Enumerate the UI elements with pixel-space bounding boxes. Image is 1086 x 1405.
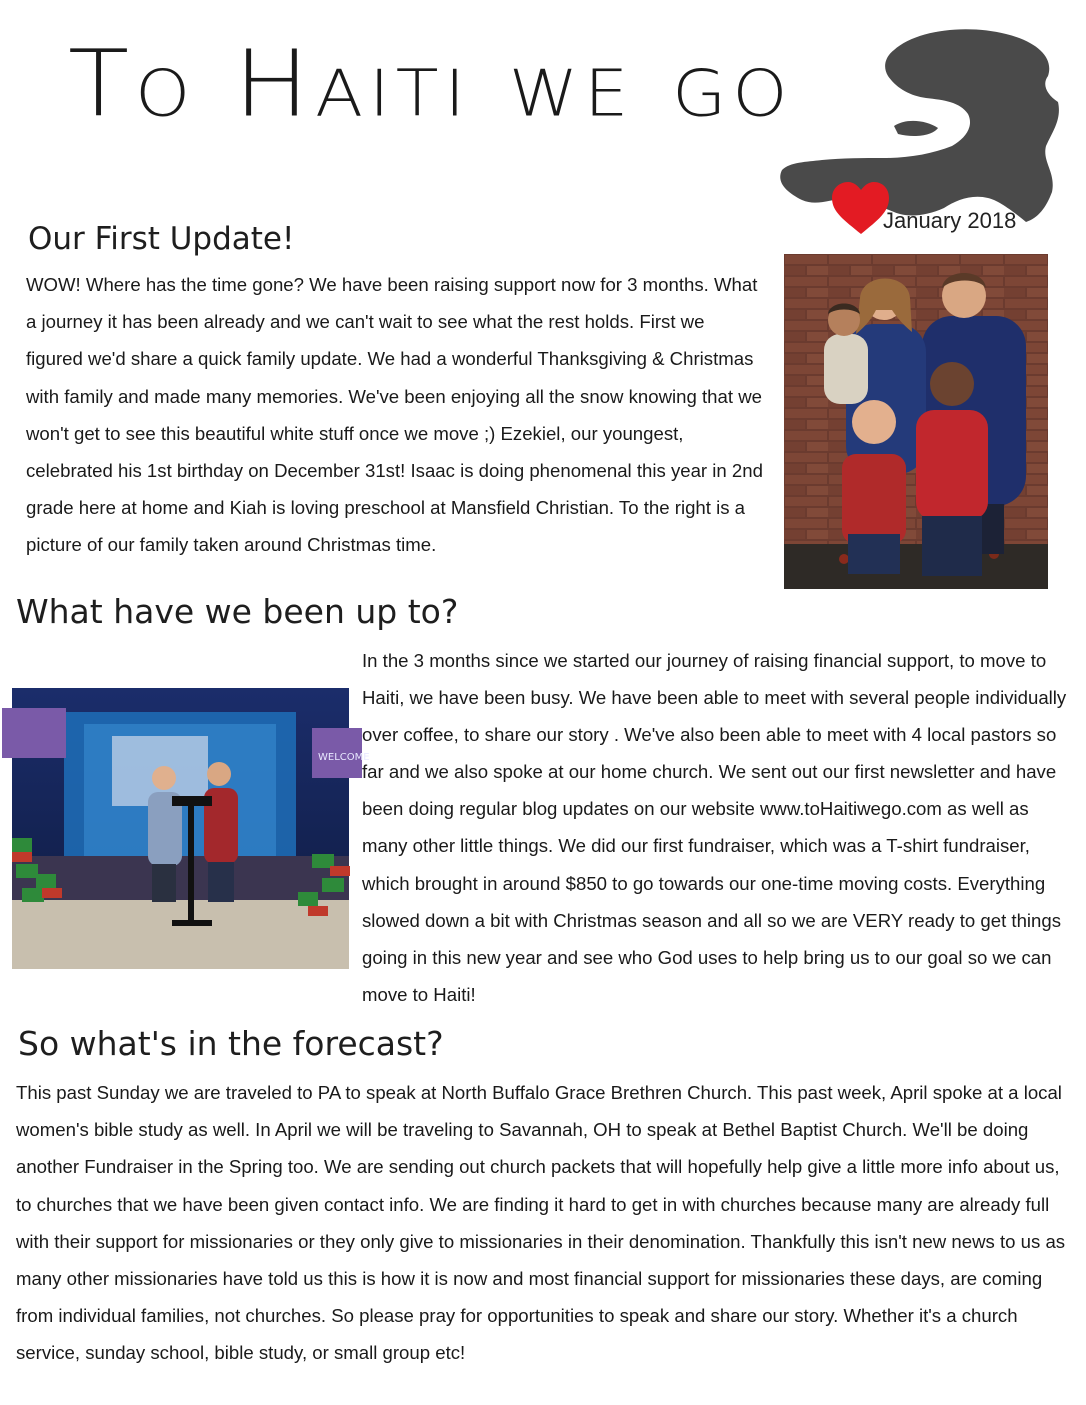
newsletter-title: To Haiti we go <box>68 30 794 138</box>
forecast-body: This past Sunday we are traveled to PA to speak at North Buffalo Grace Brethren Church. This past week, April spoke at a local women's bible study as well. In April we will be traveling to Savannah, OH to speak at Bethel Baptist Church. We'll be doing another Fundraiser in the Spring too. We are sending out church packets that will hopefully help give a little more info about us, to churches that we have been given contact info. We are finding it hard to get in with churches because many are already full with their support for missionaries or they only give to missionaries in their denomination. Thankfully this isn't new news to us as many other missionaries have told us this is how it is now and most financial support for missionaries these days, are coming from individual families, not churches. So please pray for opportunities to speak and share our story. Whether it's a church service, sunday school, bible study, or small group etc! <box>16 1082 1066 1364</box>
forecast-heading: So what's in the forecast? <box>18 1024 444 1063</box>
stage-screen-text: WELCOME <box>318 752 370 763</box>
newsletter-date: January 2018 <box>883 208 1017 233</box>
heart-icon <box>832 182 889 234</box>
church-stage-photo <box>12 688 370 969</box>
update-heading: Our First Update! <box>28 221 295 257</box>
upto-body: In the 3 months since we started our journey of raising financial support, to move to Haiti, we have been busy. We have been able to meet with several people individually over coffee, to share our story . We've also been able to meet with 4 local pastors so far and we also spoke at our home church. We sent out our first newsletter and have been doing regular blog updates on our website www.toHaitiwego.com as well as many other little things. We did our first fundraiser, which was a T-shirt fundraiser, which brought in around $850 to go towards our one-time moving costs. Everything slowed down a bit with Christmas season and all so we are VERY ready to get things going in this new year and see who God uses to help bring us to our goal so we can move to Haiti! <box>362 650 1067 1005</box>
haiti-island-gonave <box>894 121 938 136</box>
update-body: WOW! Where has the time gone? We have been raising support now for 3 months. What a journey it has been already and we can't wait to see what the rest holds. First we figured we'd share a quick family update. We had a wonderful Thanksgiving & Christmas with family and made many memories. We've been enjoying all the snow knowing that we won't get to see this beautiful white stuff once we move ;) Ezekiel, our youngest, celebrated his 1st birthday on December 31st! Isaac is doing phenomenal this year in 2nd grade here at home and Kiah is loving preschool at Mansfield Christian. To the right is a picture of our family taken around Christmas time. <box>26 274 763 556</box>
upto-heading: What have we been up to? <box>16 592 459 631</box>
family-photo <box>784 254 1048 589</box>
